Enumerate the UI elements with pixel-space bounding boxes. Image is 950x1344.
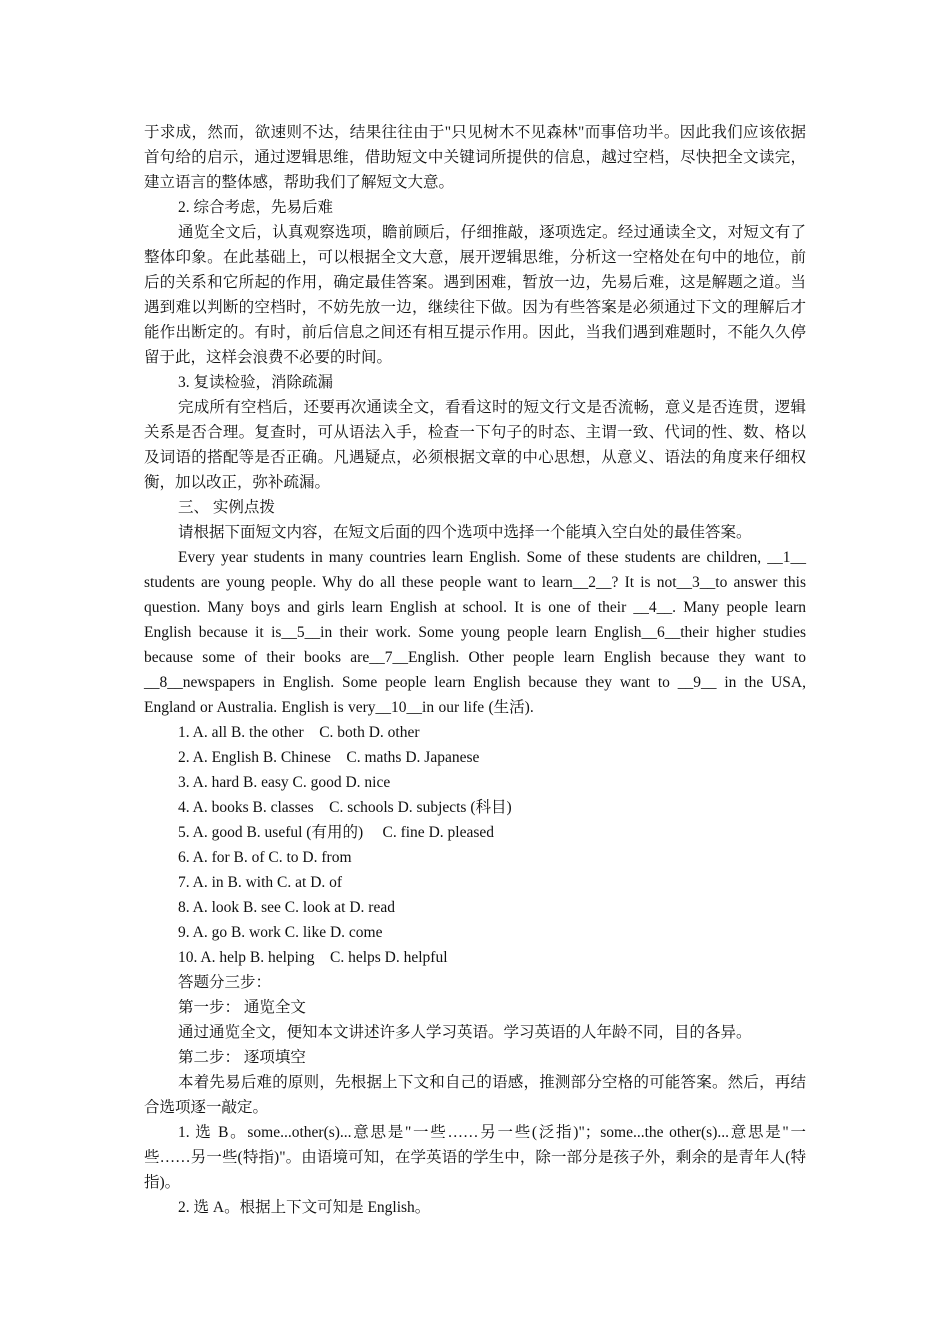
step2-heading: 第二步： 逐项填空 — [178, 1049, 306, 1066]
section3-body: 完成所有空档后，还要再次通读全文，看看这时的短文行文是否流畅，意义是否连贯，逻辑关系是否合理。复查时，可从语法入手，检查一下句子的时态、主谓一致、代词的性、数、格以及词语的搭配等是否正确。凡遇疑点，必须根据文章的中心思想，从意义、语法的角度来仔细权衡，加以改正，弥补疏漏。 — [144, 399, 806, 491]
step1-body: 通过通览全文，便知本文讲述许多人学习英语。学习英语的人年龄不同，目的各异。 — [178, 1024, 752, 1041]
part3-heading: 三、 实例点拨 — [178, 499, 275, 516]
option-line-1: 1. A. all B. the other C. both D. other — [178, 724, 420, 741]
option-line-5: 5. A. good B. useful (有用的) C. fine D. pleased — [178, 824, 494, 841]
section2-heading: 2. 综合考虑，先易后难 — [178, 199, 334, 216]
step1-heading: 第一步： 通览全文 — [178, 999, 306, 1016]
instruction-text: 请根据下面短文内容，在短文后面的四个选项中选择一个能填入空白处的最佳答案。 — [178, 524, 752, 541]
answer-2: 2. 选 A。根据上下文可知是 English。 — [178, 1199, 431, 1216]
option-line-9: 9. A. go B. work C. like D. come — [178, 924, 383, 941]
option-line-10: 10. A. help B. helping C. helps D. helpful — [178, 949, 448, 966]
section3-heading: 3. 复读检验，消除疏漏 — [178, 374, 334, 391]
step2-body: 本着先易后难的原则，先根据上下文和自己的语感，推测部分空格的可能答案。然后，再结合选项逐一敲定。 — [144, 1074, 806, 1116]
option-line-8: 8. A. look B. see C. look at D. read — [178, 899, 395, 916]
answer-1: 1. 选 B。some...other(s)...意思是"一些……另一些(泛指)"；some...the other(s)...意思是"一些……另一些(特指)"。由语境可知，在学英语的学生中，除一部分是孩子外，剩余的是青年人(特指)。 — [144, 1124, 806, 1191]
option-line-3: 3. A. hard B. easy C. good D. nice — [178, 774, 391, 791]
intro-paragraph: 于求成，然而，欲速则不达，结果往往由于"只见树木不见森林"而事倍功半。因此我们应该依据首句给的启示，通过逻辑思维，借助短文中关键词所提供的信息，越过空档，尽快把全文读完，建立语言的整体感，帮助我们了解短文大意。 — [144, 124, 806, 191]
cloze-passage: Every year students in many countries learn English. Some of these students are children, __1__ students are young people. Why do all these people want to learn__2__? It is not__3__to answer this question. Many boys and girls learn English at school. It is one of their __4__. Many people learn English because it is__5__in their work. Some young people learn English__6__their higher studies because some of their books are__7__English. Other people learn English because they want to __8__newspapers in English. Some people learn English because they want to __9__ in the USA, England or Australia. English is very__10__in our life (生活). — [144, 549, 806, 716]
option-line-2: 2. A. English B. Chinese C. maths D. Japanese — [178, 749, 480, 766]
document-page — [144, 120, 806, 1220]
option-line-6: 6. A. for B. of C. to D. from — [178, 849, 352, 866]
steps-heading: 答题分三步： — [178, 974, 272, 991]
option-line-4: 4. A. books B. classes C. schools D. subjects (科目) — [178, 799, 512, 816]
section2-body: 通览全文后，认真观察选项，瞻前顾后，仔细推敲，逐项选定。经过通读全文，对短文有了整体印象。在此基础上，可以根据全文大意，展开逻辑思维，分析这一空格处在句中的地位，前后的关系和它所起的作用，确定最佳答案。遇到困难，暂放一边，先易后难，这是解题之道。当遇到难以判断的空档时，不妨先放一边，继续往下做。因为有些答案是必须通过下文的理解后才能作出断定的。有时，前后信息之间还有相互提示作用。因此，当我们遇到难题时，不能久久停留于此，这样会浪费不必要的时间。 — [144, 224, 806, 366]
option-line-7: 7. A. in B. with C. at D. of — [178, 874, 343, 891]
